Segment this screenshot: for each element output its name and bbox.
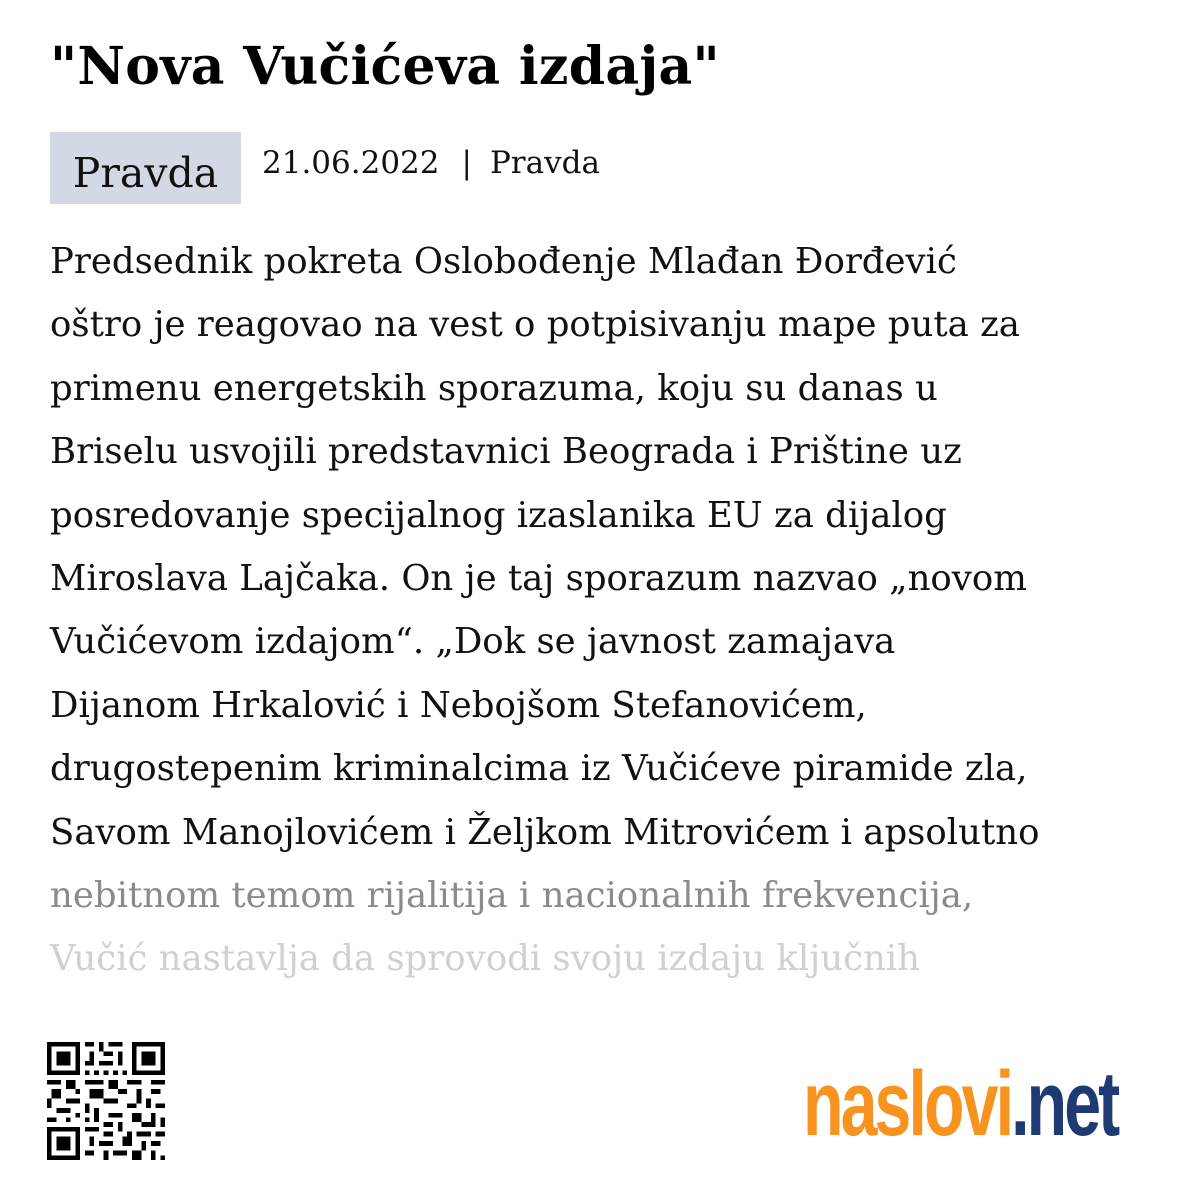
qr-code-icon[interactable]: [47, 1038, 165, 1164]
article-line: posredovanje specijalnog izaslanika EU za dijalog: [50, 494, 947, 536]
article-line: Vučićevom izdajom“. „Dok se javnost zamajava: [50, 621, 896, 663]
article-line: Dijanom Hrkalović i Nebojšom Stefanovićem,: [50, 684, 867, 726]
source-badge[interactable]: Pravda: [50, 132, 241, 204]
article-line: primenu energetskih sporazuma, koju su danas u: [50, 367, 938, 409]
article-line: drugostepenim kriminalcima iz Vučićeve piramide zla,: [50, 748, 1028, 790]
logo-text-naslovi: naslovi: [803, 1053, 1012, 1155]
logo-text-net: .net: [1011, 1053, 1118, 1155]
article-title: "Nova Vučićeva izdaja": [50, 36, 720, 97]
meta-separator: |: [461, 145, 472, 181]
article-line: Briselu usvojili predstavnici Beograda i Prištine uz: [50, 431, 962, 473]
article-line: Savom Manojlovićem i Željkom Mitrovićem i apsolutno: [50, 811, 1040, 853]
article-meta: [262, 145, 600, 181]
article-body: [50, 230, 1160, 991]
article-line: oštro je reagovao na vest o potpisivanju mape puta za: [50, 304, 1020, 346]
article-source[interactable]: Pravda: [489, 145, 600, 181]
article-line-faded: Vučić nastavlja da sprovodi svoju izdaju ključnih: [50, 938, 921, 980]
article-line: Predsednik pokreta Oslobođenje Mlađan Đorđević: [50, 241, 957, 282]
naslovi-logo[interactable]: [803, 1053, 1118, 1155]
article-date: 21.06.2022: [262, 145, 440, 181]
article-line-faded: nebitnom temom rijalitija i nacionalnih frekvencija,: [50, 875, 974, 917]
article-line: Miroslava Lajčaka. On je taj sporazum nazvao „novom: [50, 558, 1027, 600]
